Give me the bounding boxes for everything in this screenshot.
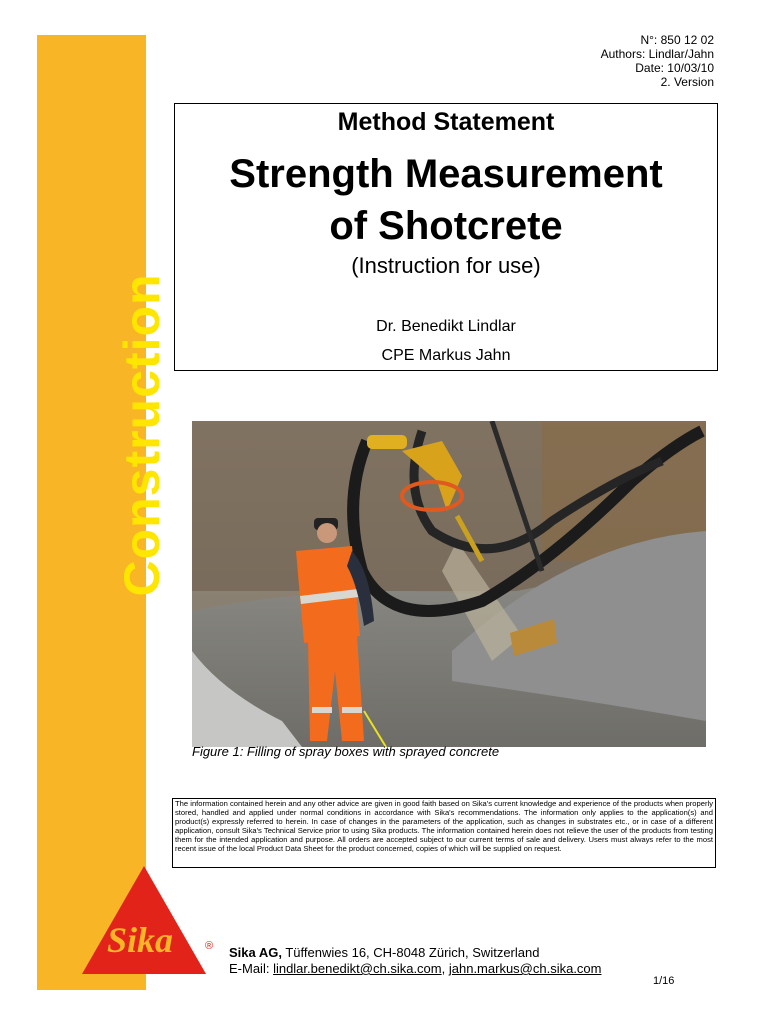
company-contact xyxy=(229,945,602,977)
email-label: E-Mail: xyxy=(229,961,274,976)
document-authors: Authors: Lindlar/Jahn xyxy=(600,47,714,61)
page-title xyxy=(175,148,717,252)
document-type: Method Statement xyxy=(337,108,555,136)
sidebar-band xyxy=(37,35,170,990)
title-line-1: Strength Measurement xyxy=(229,152,663,196)
document-date: Date: 10/03/10 xyxy=(635,61,714,75)
author-1: Dr. Benedikt Lindlar xyxy=(376,318,516,335)
title-box xyxy=(174,103,718,371)
email-link-lindlar[interactable]: lindlar.benedikt@ch.sika.com xyxy=(273,961,442,976)
disclaimer-text: The information contained herein and any other advice are given in good faith based on Sika's current knowledge and experience of the products when properly stored, handled and applied under normal conditions in accordance with Sika's recommendations. The information only applies to the application(s) and product(s) expressly referred to herein. In case of changes in the parameters of the application, such as changes in substrates etc., or in case of a different application, consult Sika's Technical Service prior to using Sika products. The information contained herein does not relieve the user of the products from testing them for the intended application and purpose. All orders are accepted subject to our current terms of sale and delivery. Users must always refer to the most recent issue of the local Product Data Sheet for the product concerned, copies of which will be supplied on request. xyxy=(172,798,716,868)
figure-caption: Figure 1: Filling of spray boxes with sprayed concrete xyxy=(192,744,500,759)
document-number: N°: 850 12 02 xyxy=(640,33,714,47)
email-link-jahn[interactable]: jahn.markus@ch.sika.com xyxy=(448,961,602,976)
document-info xyxy=(601,33,714,89)
subtitle: (Instruction for use) xyxy=(351,253,541,278)
company-email-line xyxy=(229,961,602,977)
email-separator: , xyxy=(441,961,449,976)
svg-text:Sika: Sika xyxy=(106,920,174,960)
company-name: Sika AG, xyxy=(229,945,282,960)
author-2: CPE Markus Jahn xyxy=(381,347,511,364)
company-address: Tüffenwies 16, CH-8048 Zürich, Switzerland xyxy=(281,945,540,960)
title-line-2: of Shotcrete xyxy=(329,204,563,248)
sidebar-construction-label: Construction xyxy=(114,273,170,597)
document-version: 2. Version xyxy=(660,75,714,89)
company-address-line xyxy=(229,945,602,961)
svg-text:®: ® xyxy=(204,940,214,952)
sika-logo-icon xyxy=(82,866,216,974)
page-number: 1/16 xyxy=(653,975,675,987)
figure-photo xyxy=(192,421,706,747)
